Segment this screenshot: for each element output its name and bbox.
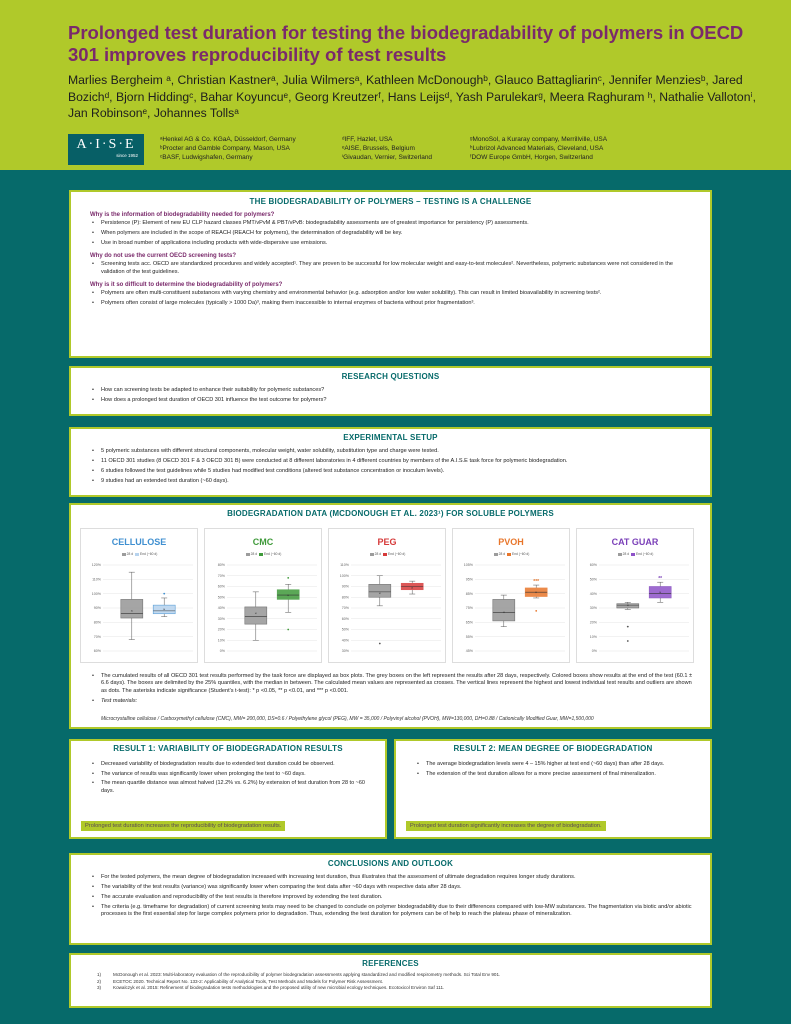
conclusions-panel: [69, 853, 712, 945]
y-tick-label: 65%: [465, 620, 473, 625]
bullet: • 5 polymeric substances with different structural components, molecular weight, water solubility, substitution type and charge were tested.: [101, 448, 696, 455]
legend-label: End (~60 d): [512, 552, 530, 556]
bullet: • The variability of the test results (variance) was significantly lower when comparing the test data after ~60 days with respective data after 28 days.: [101, 884, 696, 891]
bullet: • The variance of results was significantly lower when prolonging the test to ~60 days.: [101, 771, 371, 778]
affiliations-col-2: [342, 135, 432, 162]
legend-swatch-28d: [494, 553, 498, 556]
y-tick-label: 70%: [93, 634, 101, 639]
mean-marker: ×: [287, 592, 290, 598]
legend-label: 28 d: [250, 552, 258, 556]
y-tick-label: 100%: [91, 591, 101, 596]
legend-swatch-end: [507, 553, 511, 556]
legend-swatch-28d: [246, 553, 250, 556]
y-tick-label: 0%: [219, 649, 225, 654]
affiliation: ⁱGivaudan, Vernier, Switzerland: [342, 154, 433, 161]
legend-label: 28 d: [622, 552, 630, 556]
plot-area: [577, 559, 695, 659]
reference-text: Kowalczyk et al. 2015: Refinement of biodegradation tests methodologies and the proposed utility of new microbial ecology techniques. Ecotoxicol Environ Saf 111.: [113, 985, 445, 991]
y-tick-label: 50%: [217, 595, 225, 600]
bullet: • Decreased variability of biodegradation results due to extended test duration could be observed.: [101, 761, 371, 768]
affiliation: ʰLubrizol Advanced Materials, Cleveland, USA: [470, 145, 604, 152]
y-tick-label: 30%: [589, 606, 597, 611]
affiliation: ᵈIFF, Hazlet, USA: [342, 136, 393, 143]
author-list: Marlies Bergheim ᵃ, Christian Kastnerᵃ, Julia Wilmersᵃ, Kathleen McDonoughᵇ, Glauco Battagliarinᶜ, Jennifer Menziesᵇ, Jared Bozichᵈ, Bjorn Hiddingᶜ, Bahar Koyuncuᵉ, Georg Kreutzerᶠ, Hans Leijsᵈ, Yash Parulekarᵍ, Meera Raghuram ʰ, Nathalie Vallotonⁱ, Jan Robinsonᵉ, Johannes Tollsᵃ: [68, 73, 757, 120]
research-panel: [69, 366, 712, 416]
legend-label: End (~60 d): [636, 552, 654, 556]
bullet: • Screening tests acc. OECD are standardized procedures and widely accepted¹. They are proven to be successful for low molecular weight and easy-to-test molecules². Nevertheless, polymeric substances were not considered in the validation of the test guidelines.: [101, 261, 696, 276]
bullet: • How can screening tests be adapted to enhance their suitability for polymeric substances?: [101, 387, 696, 394]
legend-swatch-end: [383, 553, 387, 556]
box-plot-cmc: [204, 528, 322, 663]
mean-marker: ×: [659, 589, 662, 595]
chart-title: CMC: [252, 537, 274, 547]
bullet: • 6 studies followed the test guidelines while 5 studies had modified test conditions (altered test substance concentration or inoculum levels).: [101, 468, 696, 475]
y-tick-label: 80%: [93, 620, 101, 625]
outlier-point: [627, 626, 629, 628]
legend-swatch-28d: [618, 553, 622, 556]
legend-swatch-end: [631, 553, 635, 556]
y-tick-label: 60%: [589, 563, 597, 568]
references-panel: [69, 953, 712, 1008]
legend-swatch-end: [135, 553, 139, 556]
affiliations-col-1: [160, 135, 296, 162]
box-plot-peg: [328, 528, 446, 663]
question-heading: Why do not use the current OECD screening tests?: [90, 253, 237, 260]
bullet: • When polymers are included in the scope of REACH (REACH for polymers), the determination of degradability will be key.: [101, 230, 696, 237]
y-tick-label: 10%: [589, 634, 597, 639]
materials-text: Microcrystalline cellulose / Carboxymethyl cellulose (CMC), MW= 200,000, DS=0.6 / Polyethylene glycol (PEG), MW = 35,000 / Polyvinyl alcohol (PVOH), MW=130,000, DH=0.88 / Cationically Modified Guar, MW=1,500,000: [101, 716, 594, 722]
section-heading: RESEARCH QUESTIONS: [341, 372, 440, 381]
y-tick-label: 75%: [465, 606, 473, 611]
bullet: • 11 OECD 301 studies (8 OECD 301 F & 3 OECD 301 B) were conducted at 8 different laboratories in 4 different countries by members of the A.I.S.E task force for polymeric biodegradation.: [101, 458, 696, 465]
result1-summary: Prolonged test duration increases the reproducibility of biodegradation results.: [81, 821, 285, 831]
outlier-point: [163, 593, 165, 595]
y-tick-label: 30%: [341, 649, 349, 654]
section-heading: EXPERIMENTAL SETUP: [343, 433, 438, 442]
box-plot-cellulose: [80, 528, 198, 663]
chart-legend: [577, 552, 693, 556]
setup-panel: [69, 427, 712, 497]
y-tick-label: 120%: [91, 563, 101, 568]
affiliation: ᵇProcter and Gamble Company, Mason, USA: [160, 145, 290, 152]
y-tick-label: 45%: [465, 649, 473, 654]
bullet: • 9 studies had an extended test duration (~60 days).: [101, 478, 696, 485]
mean-marker: ×: [254, 610, 257, 616]
reference-text: ECETOC 2020. Technical Report No. 133-2: Applicability of Analytical Tools, Test Methods and Models for Polymer Risk Assessment.: [113, 978, 384, 984]
section-heading: RESULT 1: VARIABILITY OF BIODEGRADATION RESULTS: [113, 744, 343, 753]
y-tick-label: 30%: [217, 616, 225, 621]
result2-summary: Prolonged test duration significantly increases the degree of biodegradation.: [406, 821, 606, 831]
result2-panel: [394, 739, 712, 839]
chart-title: PEG: [377, 537, 397, 547]
affiliations-col-3: [470, 135, 607, 162]
poster-title: Prolonged test duration for testing the biodegradability of polymers in OECD 301 improves reproducibility of test results: [68, 22, 744, 65]
reference-item: [97, 972, 700, 979]
section-heading: BIODEGRADATION DATA (MCDONOUGH ET AL. 2023¹) FOR SOLUBLE POLYMERS: [227, 509, 554, 518]
bullet: • Polymers are often multi-constituent substances with varying chemistry and environmental behavior (e.g. adsorption and/or low water solubility). This can result in limited bioavailability in screening tests².: [101, 290, 696, 297]
reference-number: 1): [97, 972, 102, 977]
mean-marker: ×: [163, 606, 166, 612]
bullet: • The accurate evaluation and reproducibility of the test results is therefore improved by extending the test duration.: [101, 894, 696, 901]
reference-number: 3): [97, 985, 102, 991]
box-plot-cat-guar: [576, 528, 694, 663]
y-tick-label: 70%: [217, 573, 225, 578]
plot-area: [81, 559, 199, 659]
bullet: • The extension of the test duration allows for a more precise assessment of final mineralization.: [426, 771, 696, 778]
y-tick-label: 60%: [341, 616, 349, 621]
y-tick-label: 40%: [589, 591, 597, 596]
chart-title: CELLULOSE: [111, 537, 167, 547]
mean-marker: ×: [502, 609, 505, 615]
plot-area: [453, 559, 571, 659]
legend-label: End (~60 d): [388, 552, 406, 556]
y-tick-label: 20%: [217, 627, 225, 632]
y-tick-label: 0%: [591, 649, 597, 654]
outlier-point: [287, 577, 289, 579]
y-tick-label: 50%: [589, 577, 597, 582]
y-tick-label: 10%: [217, 638, 225, 643]
y-tick-label: 85%: [465, 591, 473, 596]
y-tick-label: 95%: [465, 577, 473, 582]
mean-marker: ×: [130, 608, 133, 614]
y-tick-label: 60%: [217, 584, 225, 589]
plot-area: [205, 559, 323, 659]
y-tick-label: 70%: [341, 606, 349, 611]
outlier-point: [627, 640, 629, 642]
y-tick-label: 90%: [93, 606, 101, 611]
legend-label: End (~60 d): [264, 552, 282, 556]
y-tick-label: 55%: [465, 634, 473, 639]
mean-marker: ×: [378, 590, 381, 596]
significance-marker: ***: [533, 579, 540, 586]
legend-swatch-28d: [122, 553, 126, 556]
y-tick-label: 20%: [589, 620, 597, 625]
legend-label: 28 d: [126, 552, 134, 556]
y-tick-label: 105%: [463, 563, 473, 568]
logo-since: since 1952: [116, 153, 138, 158]
y-tick-label: 40%: [341, 638, 349, 643]
y-tick-label: 80%: [341, 595, 349, 600]
bullet: • The criteria (e.g. timeframe for degradation) of current screening tests may need to be changed to conclude on polymer biodegradability due to their differences compared with low-MW substances. The fragmentation via biotic and/or abiotic processes is the first essential step for large complex polymers prior to degradation. Thus, extending the test duration for polymers can be of help to reach the plateau phase of mineralization.: [101, 904, 696, 919]
bullet: • For the tested polymers, the mean degree of biodegradation increased with increasing test duration, thus illustrates that the assessment of ultimate degradation requires longer study durations.: [101, 874, 696, 881]
chart-legend: [453, 552, 569, 556]
affiliation: ᵍMonoSol, a Kuraray company, Merrillville, USA: [470, 136, 608, 143]
chart-legend: [329, 552, 445, 556]
mean-marker: ×: [626, 602, 629, 608]
result1-panel: [69, 739, 387, 839]
y-tick-label: 40%: [217, 606, 225, 611]
section-heading: REFERENCES: [362, 959, 419, 968]
y-tick-label: 90%: [341, 584, 349, 589]
outlier-point: [535, 610, 537, 612]
legend-label: End (~60 d): [140, 552, 158, 556]
mean-marker: ×: [411, 584, 414, 590]
bullet: • The average biodegradation levels were 4 – 15% higher at test end (~60 days) than after 28 days.: [426, 761, 696, 768]
outlier-point: [287, 629, 289, 631]
affiliation: ᶜBASF, Ludwigshafen, Germany: [160, 154, 253, 161]
challenge-panel: [69, 190, 712, 358]
y-tick-label: 100%: [339, 573, 349, 578]
materials-label: • Test materials:: [101, 698, 696, 705]
reference-item: [97, 985, 700, 992]
section-heading: THE BIODEGRADABILITY OF POLYMERS – TESTING IS A CHALLENGE: [249, 197, 532, 206]
affiliation: ᵃHenkel AG & Co. KGaA, Düsseldorf, Germany: [160, 136, 296, 143]
y-tick-label: 110%: [92, 577, 101, 582]
logo-text: A·I·S·E: [76, 137, 136, 152]
figure-caption: • The cumulated results of all OECD 301 test results performed by the task force are displayed as box plots. The grey boxes on the left represent the results after 28 days, respectively. Colored boxes show results at the end of the test (60.1 ± 6.6 days). The boxes are delimited by the 25% quantiles, with the median in between. The calculated mean values are represented as crosses. The vertical lines represent the highest and lowest individual test results and outliers are shown as dots. The asterisks indicate significance (Student's t-test): * p <0.05, ** p <0.01, and *** p <0.001.: [101, 673, 696, 695]
legend-label: 28 d: [498, 552, 506, 556]
reference-number: 2): [97, 978, 102, 984]
affiliation: ᶠDOW Europe GmbH, Horgen, Switzerland: [470, 154, 593, 161]
significance-marker: **: [658, 576, 663, 583]
bullet: • Persistence (P): Element of new EU CLP hazard classes PMT/vPvM & PBT/vPvB: biodegradability assessments are of greatest importance for persistency (P) assessments.: [101, 220, 696, 227]
legend-swatch-28d: [370, 553, 374, 556]
question-heading: Why is it so difficult to determine the biodegradability of polymers?: [90, 282, 283, 289]
reference-text: McDonough et al. 2023: Multi-laboratory evaluation of the reproducibility of polymer biodegradation assessments applying standardized and modified respirometry methods. Sci Total Env 901.: [113, 972, 501, 977]
mean-marker: ×: [535, 589, 538, 595]
plot-area: [329, 559, 447, 659]
box-plot-pvoh: [452, 528, 570, 663]
bullet: • Use in broad number of applications including products with wide-dispersive use emissions.: [101, 240, 696, 247]
header-band: [0, 0, 791, 170]
legend-label: 28 d: [374, 552, 382, 556]
y-tick-label: 110%: [340, 563, 349, 568]
legend-swatch-end: [259, 553, 263, 556]
bullet: • The mean quartile distance was almost halved (12.2% vs. 6.2%) by extension of test duration from 28 to ~60 days.: [101, 780, 371, 794]
bullet: • Polymers often consist of large molecules (typically > 1000 Da)³, making them inaccessible to internal enzymes of bacteria without prior fragmentation³.: [101, 300, 696, 307]
y-tick-label: 50%: [341, 627, 349, 632]
aise-logo: [68, 134, 144, 165]
section-heading: RESULT 2: MEAN DEGREE OF BIODEGRADATION: [453, 744, 653, 753]
y-tick-label: 60%: [93, 649, 101, 654]
question-heading: Why is the information of biodegradability needed for polymers?: [90, 212, 275, 218]
reference-item: [97, 979, 700, 986]
chart-legend: [205, 552, 321, 556]
affiliation: ᵉAISE, Brussels, Belgium: [342, 145, 415, 152]
chart-title: PVOH: [498, 537, 524, 547]
section-heading: CONCLUSIONS AND OUTLOOK: [327, 859, 454, 868]
chart-legend: [81, 552, 197, 556]
y-tick-label: 80%: [217, 563, 225, 568]
chart-title: CAT GUAR: [611, 537, 659, 547]
bullet: • How does a prolonged test duration of OECD 301 influence the test outcome for polymers?: [101, 397, 696, 404]
outlier-point: [379, 643, 381, 645]
